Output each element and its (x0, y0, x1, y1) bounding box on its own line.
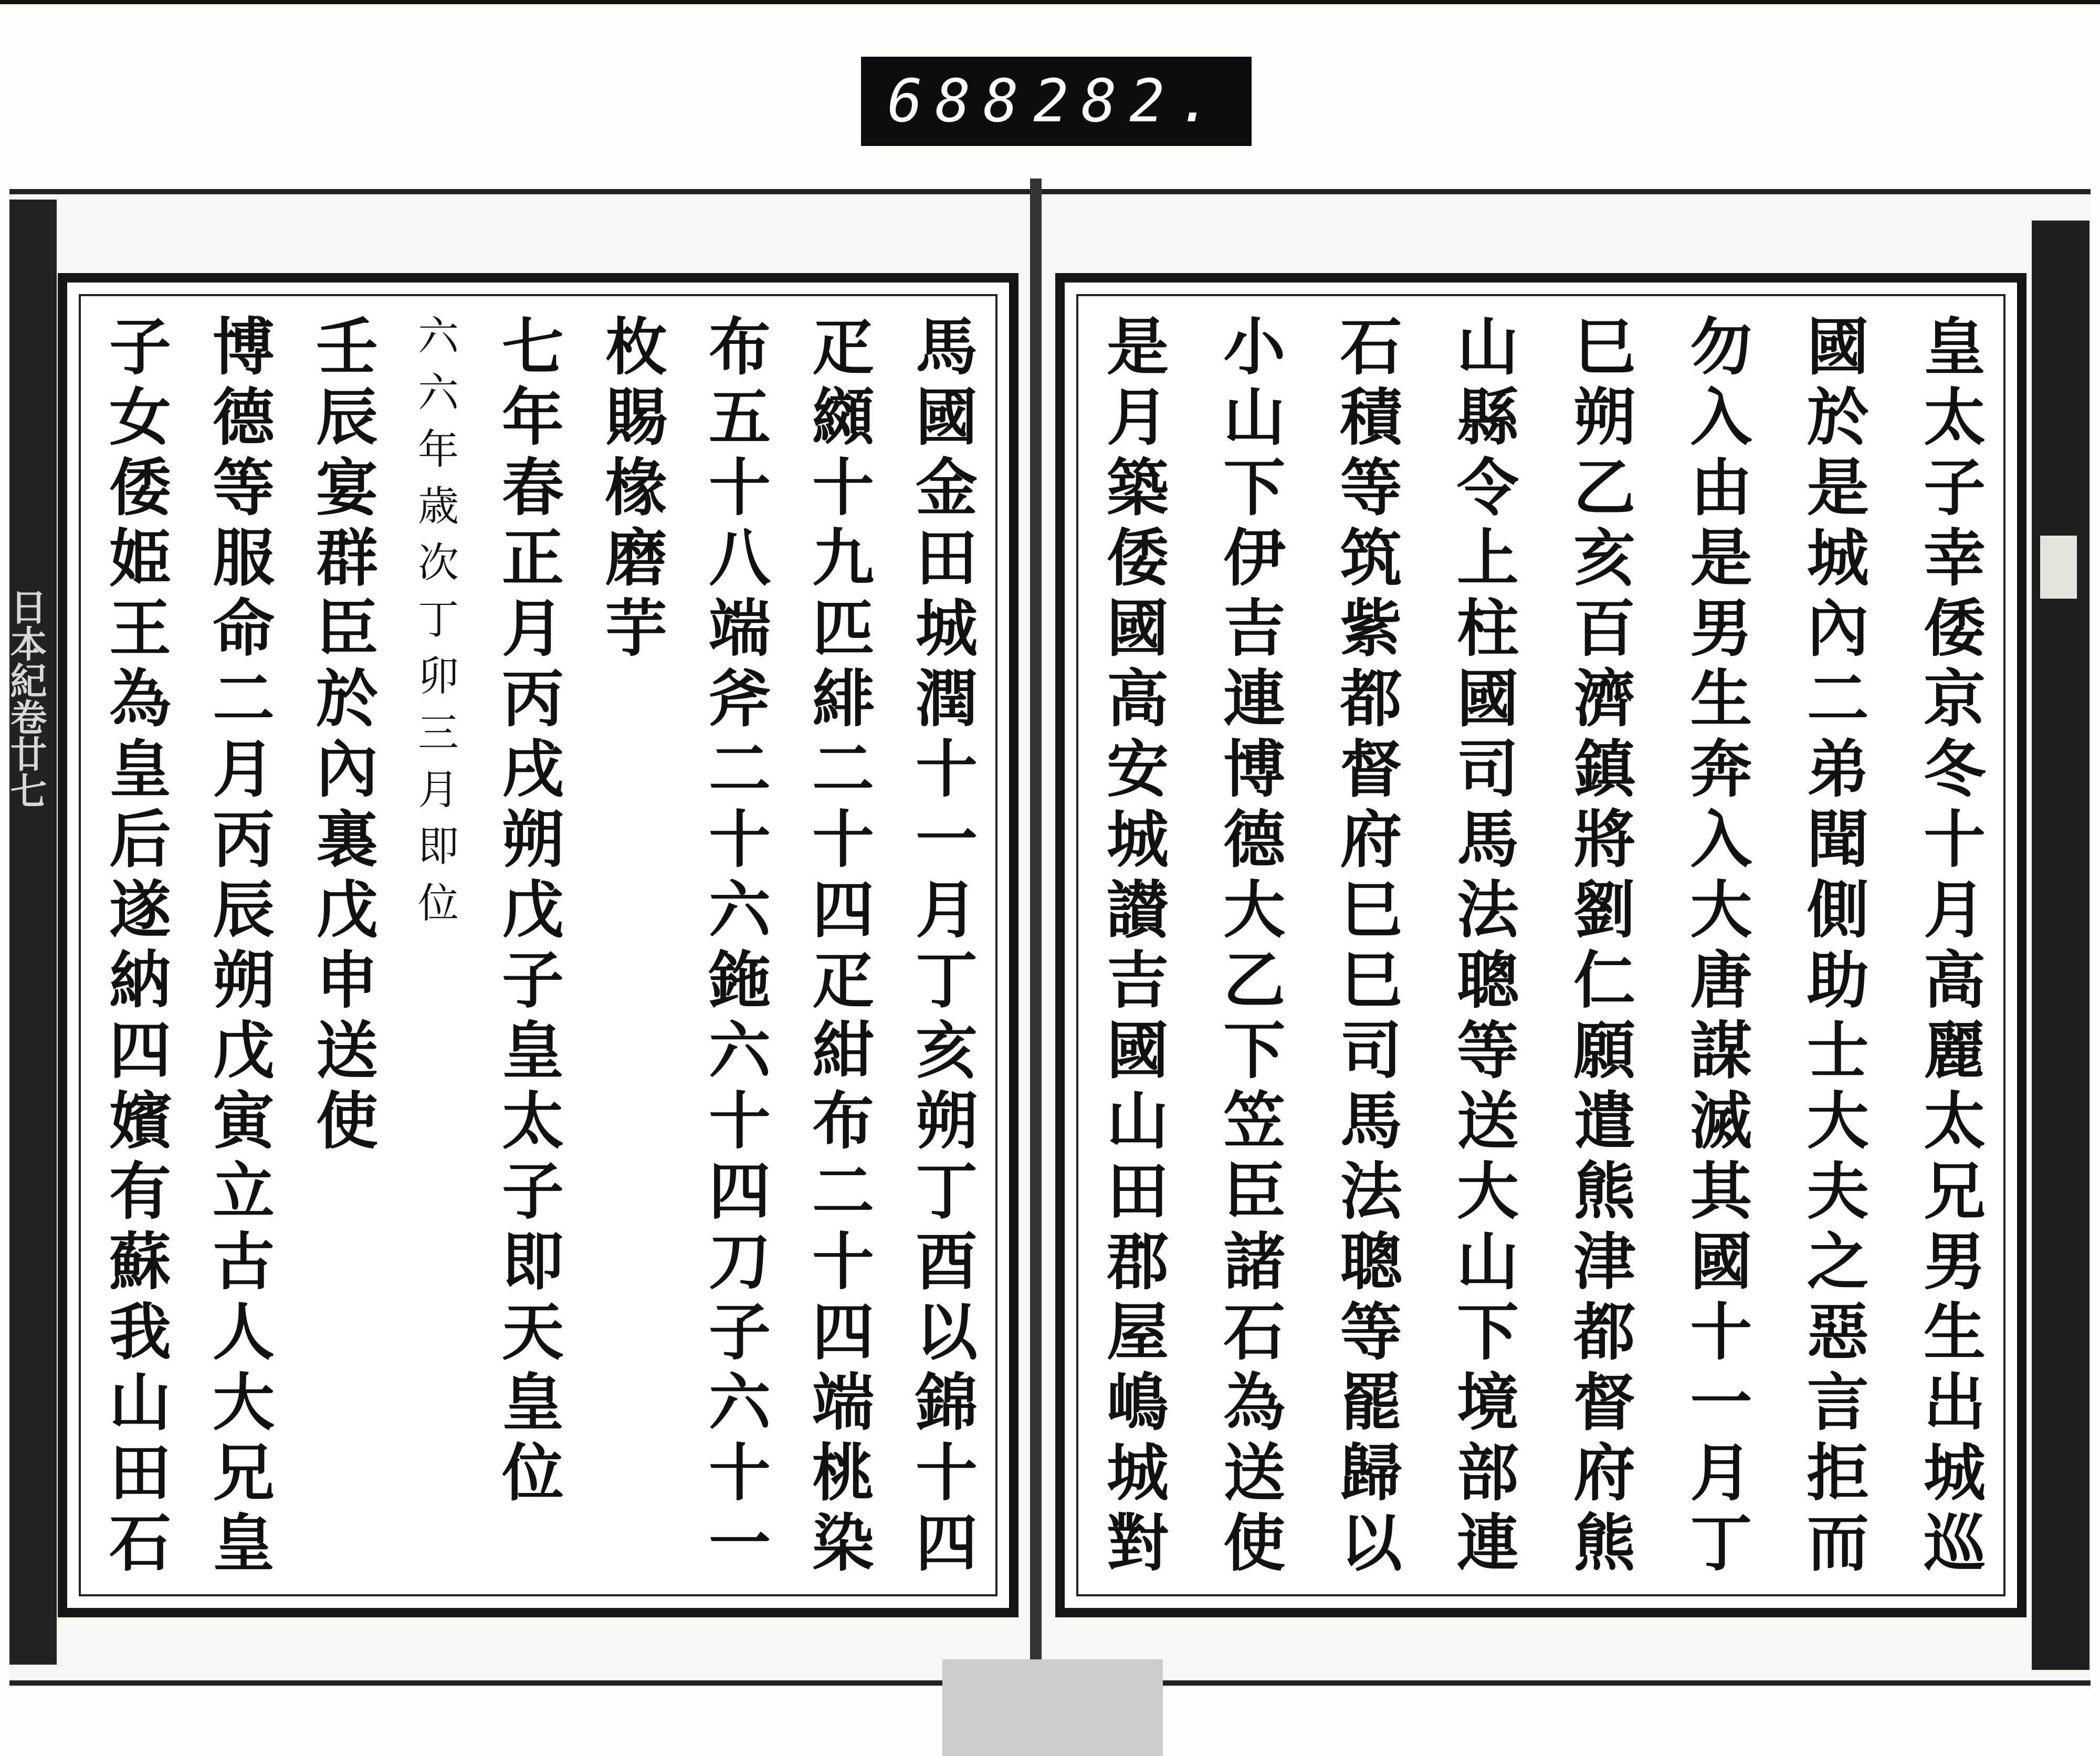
top-edge-line (0, 0, 2100, 4)
text-column: 小山下伊吉連博德大乙下笠臣諸石為送使 (1213, 314, 1286, 1581)
text-column: 七年春正月丙戌朔戊子皇太子即天皇位 (491, 314, 564, 1510)
right-page-text (1096, 314, 1986, 1581)
note-column: 六六年歳次丁卯三月即位 (411, 314, 458, 938)
text-column: 枚賜椽磨芋 (595, 314, 668, 666)
text-column: 疋纐十九匹緋二十四疋紺布二十四端桃染 (802, 314, 875, 1581)
archive-number-right: 282. (1033, 67, 1225, 135)
text-column: 子女倭姫王為皇后遂納四嬪有蘇我山田石 (99, 314, 172, 1581)
text-column: 布五十八端斧二十六鉇六十四刀子六十一 (698, 314, 771, 1581)
text-column: 壬辰宴群臣於內裏戊申送使 (306, 314, 379, 1158)
left-edge-title: 日本紀卷廿七 (4, 588, 48, 809)
left-page-text (99, 314, 978, 1581)
archive-number-label (861, 57, 1252, 146)
left-page (58, 273, 1018, 1617)
book-spine (1030, 179, 1042, 1691)
text-column: 巳朔乙亥百濟鎮將劉仁願遣熊津都督府熊 (1563, 314, 1636, 1581)
text-column: 皇太子幸倭京冬十月高麗太兄男生出城巡 (1913, 314, 1986, 1581)
text-column: 石積等筑紫都督府巳巳司馬法聰等罷歸以 (1329, 314, 1403, 1581)
text-column: 馬國金田城潤十一月丁亥朔丁酉以錦十四 (905, 314, 978, 1581)
archive-number-left: 688 (887, 67, 1032, 135)
right-edge-mark (2040, 536, 2077, 599)
text-column: 博德等服命二月丙辰朔戊寅立古人大兄皇 (202, 314, 275, 1581)
text-column: 山縣令上柱國司馬法聰等送大山下境部連 (1446, 314, 1519, 1581)
text-column: 勿入由是男生奔入大唐謀滅其國十一月丁 (1679, 314, 1753, 1581)
text-column: 是月築倭國高安城讃吉國山田郡屋嶋城對 (1096, 314, 1169, 1581)
right-page (1055, 273, 2026, 1617)
text-column: 國於是城內二弟聞側助士大夫之惡言拒而 (1796, 314, 1870, 1581)
right-book-edge (2032, 221, 2090, 1670)
spine-shadow (942, 1659, 1163, 1756)
